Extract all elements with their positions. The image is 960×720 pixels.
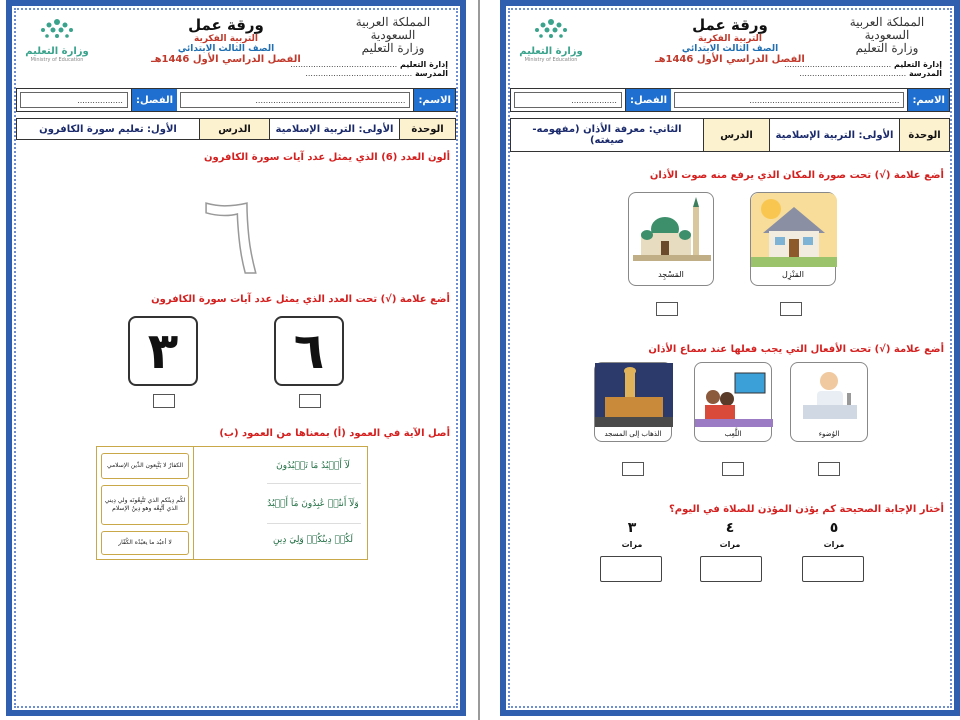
ayah-item-2[interactable]: وَلَآ أَنتُمۡ عَٰبِدُونَ مَآ أَعۡبُدُ <box>267 499 359 509</box>
header-center <box>640 16 820 65</box>
ksa-logo-text <box>338 16 448 56</box>
meaning-item-3[interactable]: لا أعبُد ما يعبُدُه الكُفّار <box>101 531 189 555</box>
worksheet-right <box>500 0 960 716</box>
class-field[interactable]: .................. <box>20 92 128 108</box>
header-right <box>784 15 942 78</box>
moe-name-ar: وزارة التعليم <box>25 46 89 57</box>
number-card-six: ٦ <box>274 316 344 386</box>
go-mosque-card <box>594 362 672 442</box>
header-right <box>290 15 448 78</box>
term-name: الفصل الدراسي الأول 1446هـ <box>151 54 301 65</box>
moe-name-ar: وزارة التعليم <box>519 46 583 57</box>
coloring-digit[interactable]: ٦ <box>201 171 261 299</box>
ksa-line2: وزارة التعليم <box>361 41 425 56</box>
wudu-icon <box>791 363 869 427</box>
meaning-item-2[interactable]: لكُم دِينُكم الذي تَتَّبِعُونَه ولي دِيني الذي أتَّبِعُه وهو دِينُ الإسلام <box>101 485 189 525</box>
name-row <box>16 88 456 112</box>
ayah-separator <box>267 483 361 484</box>
name-label: الاسم: <box>907 89 949 111</box>
answer-box-four[interactable] <box>700 556 762 582</box>
moe-emblem-icon <box>27 16 87 46</box>
question-1: ألون العدد (6) الذي يمثل عدد آيات سورة الكافرون <box>203 152 450 163</box>
matching-table <box>96 446 368 560</box>
meaning-item-1[interactable]: الكفارُ لا يَتَّبِعون الدِّين الإسلامي <box>101 453 189 479</box>
ksa-logo-text <box>832 16 942 56</box>
wudu-label: الوُضوء <box>818 430 840 438</box>
answer-box-three[interactable] <box>600 556 662 582</box>
ksa-line2: وزارة التعليم <box>855 41 919 56</box>
school-line <box>799 68 942 78</box>
worksheet-left <box>6 0 466 716</box>
ksa-line1: المملكة العربية السعودية <box>849 15 925 43</box>
ayah-separator <box>267 523 361 524</box>
checkbox-wudu[interactable] <box>818 462 840 476</box>
moe-emblem-icon <box>521 16 581 46</box>
unit-lesson-table <box>16 118 456 140</box>
choice-three-number: ٣ <box>627 520 637 536</box>
checkbox-house[interactable] <box>780 302 802 316</box>
edu-admin-line <box>784 59 942 69</box>
choice-five-unit: مرات <box>823 540 845 549</box>
checkbox-six[interactable] <box>299 394 321 408</box>
edu-admin-label: إدارة التعليم <box>399 59 448 69</box>
unit-label: الوحدة <box>899 119 949 151</box>
play-icon <box>695 363 773 427</box>
name-label: الاسم: <box>413 89 455 111</box>
header-center <box>136 16 316 65</box>
moe-logo <box>516 16 586 63</box>
moe-name-en: Ministry of Education <box>30 57 84 63</box>
class-label: الفصل: <box>625 89 671 111</box>
question-3: أختار الإجابة الصحيحة كم يؤذن المؤذن للصلاة في اليوم؟ <box>668 504 944 515</box>
class-label: الفصل: <box>131 89 177 111</box>
name-row <box>510 88 950 112</box>
school-line <box>305 68 448 78</box>
checkbox-three[interactable] <box>153 394 175 408</box>
name-field[interactable]: ........................................................... <box>180 92 410 108</box>
ayah-item-1[interactable]: لَآ أَعۡبُدُ مَا تَعۡبُدُونَ <box>276 461 350 471</box>
mosque-card <box>628 192 714 286</box>
school-label: المدرسة <box>908 68 942 78</box>
house-card <box>750 192 836 286</box>
question-2: أضع علامة (√) تحت العدد الذي يمثل عدد آيات سورة الكافرون <box>151 294 450 305</box>
subject-name: التربية الفكرية <box>698 34 762 44</box>
checkbox-go-mosque[interactable] <box>622 462 644 476</box>
school-dots: .......................................... <box>305 68 413 78</box>
question-3: أصل الآية في العمود (أ) بمعناها من العمود (ب) <box>219 428 450 439</box>
lesson-label: الدرس <box>703 119 769 151</box>
unit-value: الأولى: التربية الإسلامية <box>769 119 899 151</box>
edu-admin-label: إدارة التعليم <box>893 59 942 69</box>
choice-four-number: ٤ <box>725 520 735 536</box>
ksa-line1: المملكة العربية السعودية <box>355 15 431 43</box>
question-1: أضع علامة (√) تحت صورة المكان الذي يرفع منه صوت الأذان <box>649 170 944 181</box>
choice-five-number: ٥ <box>829 520 839 536</box>
unit-value: الأولى: التربية الإسلامية <box>269 119 399 139</box>
term-name: الفصل الدراسي الأول 1446هـ <box>655 54 805 65</box>
page-divider <box>478 0 480 720</box>
house-icon <box>751 193 837 267</box>
edu-admin-dots: .......................................... <box>784 59 892 69</box>
subject-name: التربية الفكرية <box>194 34 258 44</box>
answer-box-five[interactable] <box>802 556 864 582</box>
name-field[interactable]: ........................................................... <box>674 92 904 108</box>
question-2: أضع علامة (√) تحت الأفعال التي يجب فعلها عند سماع الأذان <box>648 344 944 355</box>
choice-three-unit: مرات <box>621 540 643 549</box>
play-card <box>694 362 772 442</box>
go-mosque-label: الذهاب إلى المسجد <box>604 430 662 438</box>
grade-name: الصف الثالث الابتدائي <box>177 44 275 54</box>
choice-four-unit: مرات <box>719 540 741 549</box>
worksheet-title: ورقة عمل <box>692 16 768 34</box>
grade-name: الصف الثالث الابتدائي <box>681 44 779 54</box>
school-dots: .......................................... <box>799 68 907 78</box>
checkbox-mosque[interactable] <box>656 302 678 316</box>
matching-column-separator <box>193 447 194 559</box>
moe-name-en: Ministry of Education <box>524 57 578 63</box>
lesson-value: الأول: تعليم سورة الكافرون <box>39 123 177 135</box>
worksheet-title: ورقة عمل <box>188 16 264 34</box>
ayah-item-3[interactable]: لَكُمۡ دِينُكُمۡ وَلِيَ دِينِ <box>272 535 354 545</box>
unit-label: الوحدة <box>399 119 455 139</box>
house-label: المَنْزِل <box>782 270 804 279</box>
number-card-three: ٣ <box>128 316 198 386</box>
lesson-label: الدرس <box>199 119 269 139</box>
lesson-value: الثاني: معرفة الأذان (مفهومه- صيغته) <box>532 124 682 146</box>
class-field[interactable]: .................. <box>514 92 622 108</box>
wudu-card <box>790 362 868 442</box>
edu-admin-line <box>290 59 448 69</box>
school-label: المدرسة <box>414 68 448 78</box>
edu-admin-dots: .......................................... <box>290 59 398 69</box>
mosque-label: المَسْجِد <box>658 270 684 279</box>
moe-logo <box>22 16 92 63</box>
checkbox-play[interactable] <box>722 462 744 476</box>
play-label: اللَّعِب <box>724 430 742 438</box>
go-to-mosque-icon <box>595 363 673 427</box>
mosque-icon <box>629 193 715 267</box>
unit-lesson-table <box>510 118 950 152</box>
